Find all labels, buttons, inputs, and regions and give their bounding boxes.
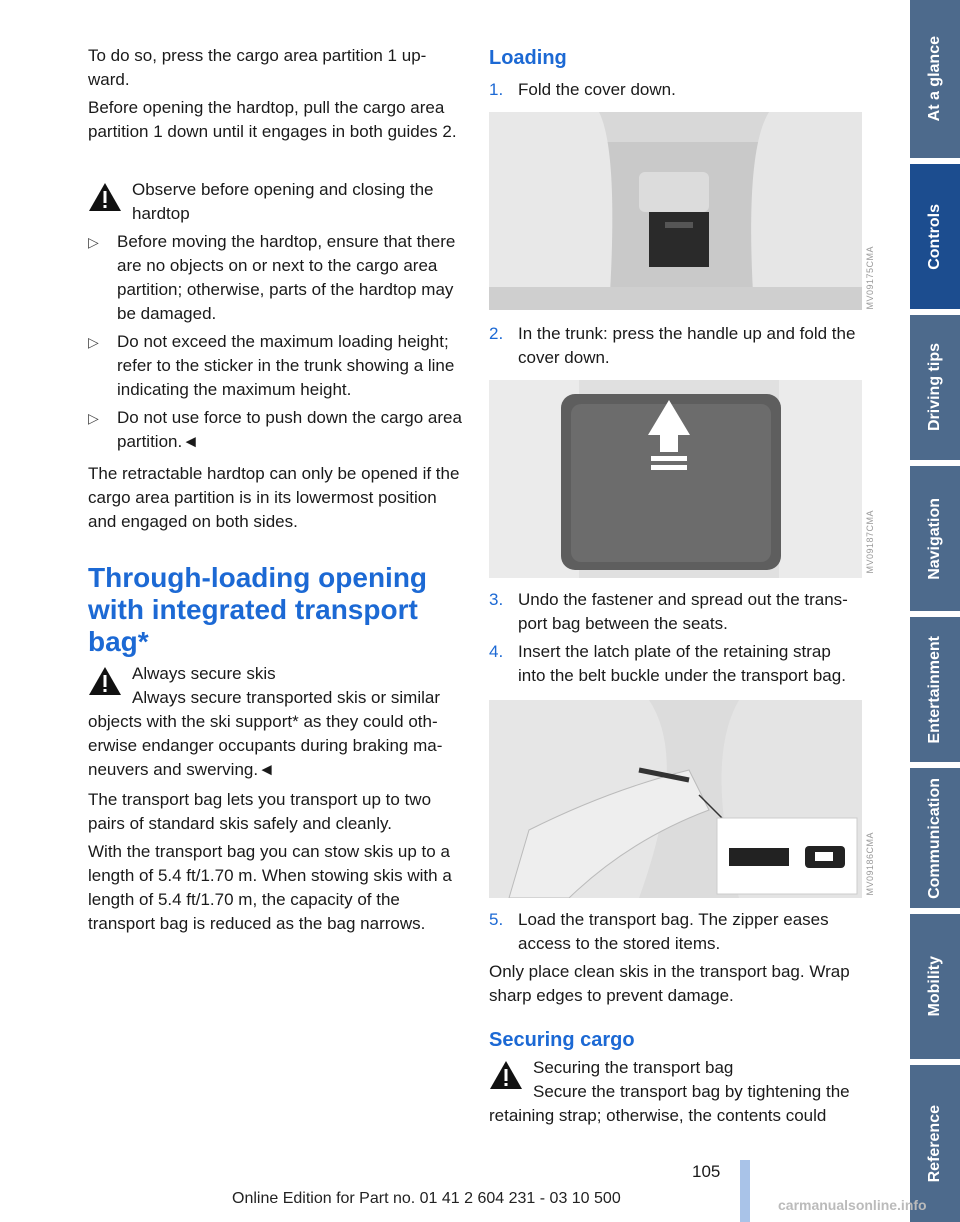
footer-text: Online Edition for Part no. 01 41 2 604 231 - 03 10 500 (232, 1190, 621, 1207)
list-item: ▷ Do not exceed the maximum loading height; refer to the sticker in the trunk showing a line indicating the maximum height. (88, 332, 455, 399)
tab-at-a-glance[interactable]: At a glance (910, 0, 960, 158)
chapter-tabs (910, 0, 960, 1222)
figure-code: MV09187CMA (865, 510, 875, 574)
step-1: 1. Fold the cover down. (489, 80, 676, 99)
paragraph: Before opening the hardtop, pull the cargo area partition 1 down until it engages in both guides 2. (88, 98, 457, 141)
warning-block (489, 1056, 862, 1128)
tab-driving-tips[interactable]: Driving tips (910, 315, 960, 460)
paragraph: The transport bag lets you transport up to two pairs of standard skis safely and cleanly. (88, 790, 432, 833)
warning-icon (489, 1060, 523, 1090)
triangle-bullet-icon: ▷ (88, 234, 99, 250)
step-5: 5. Load the transport bag. The zipper eases access to the stored items. (489, 910, 829, 953)
list-item: ▷ Before moving the hardtop, ensure that there are no objects on or next to the cargo area partition; otherwise, parts of the hardtop may be damaged. (88, 232, 456, 323)
securing-heading: Securing cargo (489, 1029, 635, 1051)
paragraph: Only place clean skis in the transport bag. Wrap sharp edges to prevent damage. (489, 962, 850, 1005)
tab-entertainment[interactable]: Entertainment (910, 617, 960, 762)
tab-mobility[interactable]: Mobility (910, 914, 960, 1059)
tab-controls[interactable]: Controls (910, 164, 960, 309)
warning-icon (88, 666, 122, 696)
triangle-bullet-icon: ▷ (88, 410, 99, 426)
watermark: carmanualsonline.info (778, 1197, 927, 1213)
figure-transport-bag (489, 700, 862, 898)
triangle-bullet-icon: ▷ (88, 334, 99, 350)
figure-code: MV09175CMA (865, 246, 875, 310)
warning-title: Securing the transport bag (533, 1058, 734, 1077)
paragraph: The retractable hardtop can only be opened if the cargo area partition is in its lowermost position and engaged on both sides. (88, 464, 460, 531)
page-number: 105 (692, 1162, 721, 1181)
loading-heading: Loading (489, 47, 567, 69)
figure-code: MV09186CMA (865, 832, 875, 896)
figure-trunk-handle (489, 380, 862, 578)
list-item: ▷ Do not use force to push down the cargo area partition.◄ (88, 408, 462, 451)
step-3: 3. Undo the fastener and spread out the transport bag between the seats. (489, 590, 848, 633)
figure-fold-cover (489, 112, 862, 310)
tab-reference[interactable]: Reference (910, 1065, 960, 1222)
step-2: 2. In the trunk: press the handle up and fold the cover down. (489, 324, 856, 367)
tab-navigation[interactable]: Navigation (910, 466, 960, 611)
paragraph: To do so, press the cargo area partition 1 upward. (88, 46, 427, 89)
warning-icon (88, 182, 122, 212)
warning-title: Observe before opening and closing the hardtop (132, 180, 434, 223)
tab-communication[interactable]: Communication (910, 768, 960, 908)
warning-body: Secure the transport bag by tightening the retaining strap; otherwise, the contents could (489, 1082, 850, 1125)
warning-block (88, 178, 462, 226)
warning-title: Always secure skis (132, 664, 276, 683)
step-4: 4. Insert the latch plate of the retaining strap into the belt buckle under the transport bag. (489, 642, 846, 685)
warning-block (88, 662, 462, 782)
warning-body: Always secure transported skis or similar objects with the ski support* as they could otherwise endanger occupants during braking maneuvers and swerving.◄ (88, 688, 443, 779)
section-heading: Through-loading opening with integrated transport bag* (88, 562, 428, 657)
page-bar (740, 1160, 750, 1222)
paragraph: With the transport bag you can stow skis up to a length of 5.4 ft/1.70 m. When stowing skis with a length of 5.4 ft/1.70 m, the capacity of the transport bag is reduced as the bag narrows. (88, 842, 452, 933)
